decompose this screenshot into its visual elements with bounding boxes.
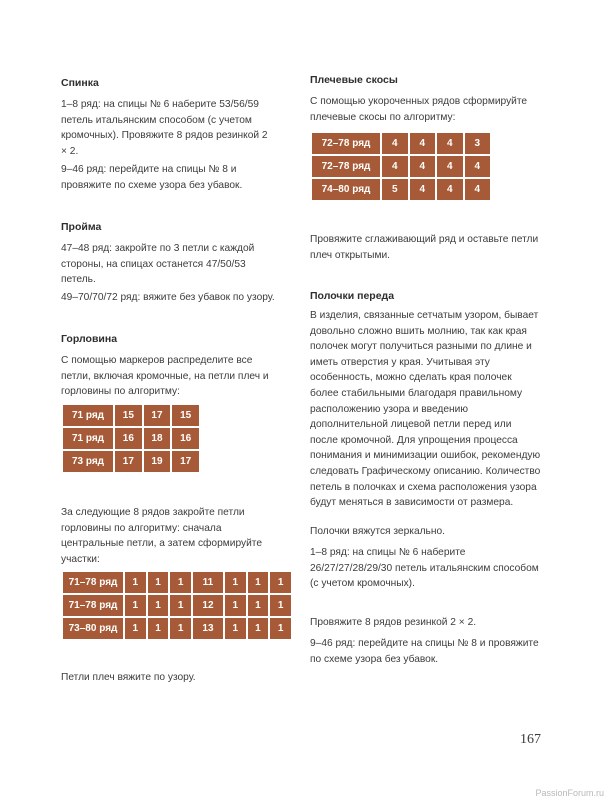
table-cell: 1: [148, 618, 169, 639]
table-row: [63, 405, 199, 426]
table-cell: 4: [410, 133, 436, 154]
row-label-cell: 72–78 ряд: [312, 133, 380, 154]
table-cell: 18: [144, 428, 171, 449]
table-cell: 4: [382, 156, 408, 177]
page-number: 167: [520, 732, 541, 747]
table-cell: 17: [144, 405, 171, 426]
table-cell: 1: [148, 595, 169, 616]
polochki-text-1: В изделия, связанные сетчатым узором, бывает довольно сложно вшить молнию, так как края полочек могут получиться разными по длине и иметь отверстия у края. Учитывая эту особенность, можно сделать края полочек более стабильными благодаря правильному расположению узора и введению дополнительной лицевой петли перед или после кромочной. Для упрощения процесса понимания и минимизации ошибок, рекомендую следовать Графическому описанию. Количество петель в полочках и схема расположения узора будут меняться в зависимости от размера.: [310, 310, 541, 509]
table-cell: 11: [193, 572, 223, 593]
table-cell: 1: [248, 595, 269, 616]
row-label-cell: 71 ряд: [63, 405, 113, 426]
table-cell: 4: [437, 156, 463, 177]
table-cell: 17: [172, 451, 199, 472]
row-label-cell: 73 ряд: [63, 451, 113, 472]
row-label-cell: 71 ряд: [63, 428, 113, 449]
table-row: [63, 428, 199, 449]
spinka-text-1: 1–8 ряд: на спицы № 6 наберите 53/56/59 петель итальянским способом (с учетом кромочных). Провяжите 8 рядов резинкой 2 × 2.: [61, 99, 268, 157]
spinka-text-2: 9–46 ряд: перейдите на спицы № 8 и провяжите по схеме узора без убавок.: [61, 164, 243, 191]
table-row: [63, 451, 199, 472]
table-row: [63, 572, 291, 593]
polochki-text-4: Провяжите 8 рядов резинкой 2 × 2.: [310, 617, 477, 628]
table-cell: 1: [170, 572, 191, 593]
polochki-text-5: 9–46 ряд: перейдите на спицы № 8 и провяжите по схеме узора без убавок.: [310, 638, 539, 665]
table-cell: 3: [465, 133, 491, 154]
table-cell: 1: [270, 595, 291, 616]
polochki-text-2: Полочки вяжутся зеркально.: [310, 526, 445, 537]
gorlovina-table-2: [61, 570, 293, 641]
table-cell: 17: [115, 451, 142, 472]
table-cell: 4: [382, 133, 408, 154]
table-cell: 16: [115, 428, 142, 449]
watermark: PassionForum.ru: [535, 788, 604, 798]
table-cell: 1: [148, 572, 169, 593]
table-cell: 1: [170, 618, 191, 639]
table-cell: 1: [270, 618, 291, 639]
polochki-text-3: 1–8 ряд: на спицы № 6 наберите 26/27/27/28/29/30 петель итальянским способом (с учетом кромочных).: [310, 547, 539, 590]
table-cell: 15: [115, 405, 142, 426]
gorlovina-table: [61, 403, 201, 474]
table-cell: 15: [172, 405, 199, 426]
table-cell: 1: [225, 572, 246, 593]
table-row: [63, 595, 291, 616]
skosy-table: [310, 131, 492, 202]
row-label-cell: 73–80 ряд: [63, 618, 123, 639]
table-row: [63, 618, 291, 639]
table-cell: 12: [193, 595, 223, 616]
table-row: [312, 179, 490, 200]
skosy-text-2: Провяжите сглаживающий ряд и оставьте петли плеч открытыми.: [310, 234, 539, 261]
table-cell: 4: [437, 133, 463, 154]
gorlovina-text-3: Петли плеч вяжите по узору.: [61, 672, 196, 683]
table-cell: 16: [172, 428, 199, 449]
section-title-skosy: Плечевые скосы: [310, 74, 398, 86]
proyma-text-2: 49–70/70/72 ряд: вяжите без убавок по узору.: [61, 292, 275, 303]
section-title-proyma: Пройма: [61, 221, 102, 233]
row-label-cell: 71–78 ряд: [63, 595, 123, 616]
gorlovina-text-1: С помощью маркеров распределите все петли, включая кромочные, на петли плеч и горловины по алгоритму:: [61, 355, 269, 398]
section-title-polochki: Полочки переда: [310, 290, 395, 302]
table-cell: 19: [144, 451, 171, 472]
section-title-gorlovina: Горловина: [61, 333, 118, 345]
skosy-text-1: С помощью укороченных рядов сформируйте плечевые скосы по алгоритму:: [310, 96, 528, 123]
row-label-cell: 71–78 ряд: [63, 572, 123, 593]
table-row: [312, 156, 490, 177]
table-cell: 4: [465, 156, 491, 177]
table-cell: 4: [410, 156, 436, 177]
table-cell: 4: [465, 179, 491, 200]
table-cell: 1: [125, 572, 146, 593]
table-cell: 5: [382, 179, 408, 200]
table-cell: 1: [248, 618, 269, 639]
table-cell: 1: [125, 618, 146, 639]
table-cell: 1: [225, 618, 246, 639]
table-cell: 1: [248, 572, 269, 593]
row-label-cell: 72–78 ряд: [312, 156, 380, 177]
table-cell: 4: [410, 179, 436, 200]
table-cell: 1: [270, 572, 291, 593]
table-row: [312, 133, 490, 154]
table-cell: 1: [170, 595, 191, 616]
proyma-text-1: 47–48 ряд: закройте по 3 петли с каждой стороны, на спицах останется 47/50/53 петель.: [61, 243, 255, 286]
gorlovina-text-2: За следующие 8 рядов закройте петли горловины по алгоритму: сначала центральные петли, а затем сформируйте участки:: [61, 507, 263, 565]
table-cell: 1: [125, 595, 146, 616]
table-cell: 1: [225, 595, 246, 616]
section-title-spinka: Спинка: [61, 77, 99, 89]
row-label-cell: 74–80 ряд: [312, 179, 380, 200]
table-cell: 4: [437, 179, 463, 200]
table-cell: 13: [193, 618, 223, 639]
